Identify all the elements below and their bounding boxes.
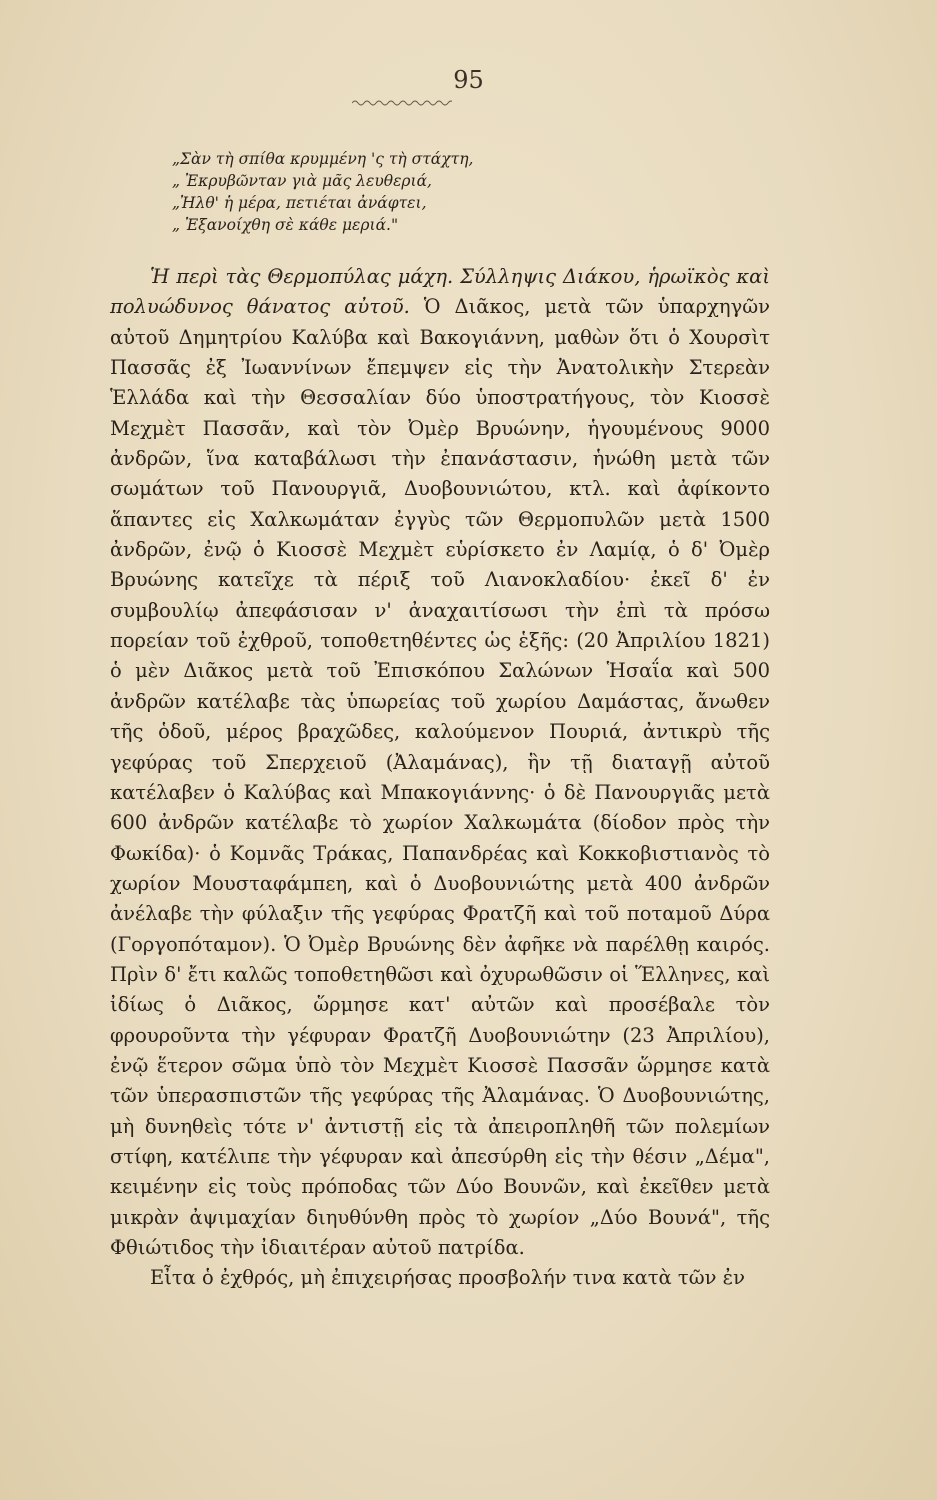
ornament-wave-icon: [352, 99, 452, 107]
body-text: [110, 262, 770, 1294]
page-number: 95: [453, 66, 484, 94]
paragraph-text: Ὁ Διᾶκος, μετὰ τῶν ὑπαρχηγῶν αὐτοῦ Δημητρίου Καλύβα καὶ Βακογιάννη, μαθὼν ὅτι ὁ Χουρσὶτ Πασσᾶς ἐξ Ἰωαννίνων ἔπεμψεν εἰς τὴν Ἀνατολικὴν Στερεὰν Ἑλλάδα καὶ τὴν Θεσσαλίαν δύο ὑποστρατήγους, τὸν Κιοσσὲ Μεχμὲτ Πασσᾶν, καὶ τὸν Ὀμὲρ Βρυώνην, ἡγουμένους 9000 ἀνδρῶν, ἵνα καταβάλωσι τὴν ἐπανάστασιν, ἡνώθη μετὰ τῶν σωμάτων τοῦ Πανουργιᾶ, Δυοβουνιώτου, κτλ. καὶ ἀφίκοντο ἅπαντες εἰς Χαλκωμάταν ἐγγὺς τῶν Θερμοπυλῶν μετὰ 1500 ἀνδρῶν, ἐνῷ ὁ Κιοσσὲ Μεχμὲτ εὑρίσκετο ἐν Λαμίᾳ, ὁ δ' Ὀμὲρ Βρυώνης κατεῖχε τὰ πέριξ τοῦ Λιανοκλαδίου· ἐκεῖ δ' ἐν συμβουλίῳ ἀπεφάσισαν ν' ἀναχαιτίσωσι τὴν ἐπὶ τὰ πρόσω πορείαν τοῦ ἐχθροῦ, τοποθετηθέντες ὡς ἑξῆς: (20 Ἀπριλίου 1821) ὁ μὲν Διᾶκος μετὰ τοῦ Ἐπισκόπου Σαλώνων Ἡσαΐα καὶ 500 ἀνδρῶν κατέλαβε τὰς ὑπωρείας τοῦ χωρίου Δαμάστας, ἄνωθεν τῆς ὁδοῦ, μέρος βραχῶδες, καλούμενον Πουριά, ἀντικρὺ τῆς γεφύρας τοῦ Σπερχειοῦ (Ἀλαμάνας), ἣν τῇ διαταγῇ αὐτοῦ κατέλαβεν ὁ Καλύβας καὶ Μπακογιάννης· ὁ δὲ Πανουργιᾶς μετὰ 600 ἀνδρῶν κατέλαβε τὸ χωρίον Χαλκωμάτα (δίοδον πρὸς τὴν Φωκίδα)· ὁ Κομνᾶς Τράκας, Παπανδρέας καὶ Κοκκοβιστιανὸς τὸ χωρίον Μουσταφάμπεη, καὶ ὁ Δυοβουνιώτης μετὰ 400 ἀνδρῶν ἀνέλαβε τὴν φύλαξιν τῆς γεφύρας Φρατζῆ καὶ τοῦ ποταμοῦ Δύρα (Γοργοπόταμον). Ὁ Ὀμὲρ Βρυώνης δὲν ἀφῆκε νὰ παρέλθῃ καιρός. Πρὶν δ' ἔτι καλῶς τοποθετηθῶσι καὶ ὀχυρωθῶσιν οἱ Ἕλληνες, καὶ ἰδίως ὁ Διᾶκος, ὥρμησε κατ' αὐτῶν καὶ προσέβαλε τὸν φρουροῦντα τὴν γέφυραν Φρατζῆ Δυοβουνιώτην (23 Ἀπριλίου), ἐνῷ ἕτερον σῶμα ὑπὸ τὸν Μεχμὲτ Κιοσσὲ Πασσᾶν ὥρμησε κατὰ τῶν ὑπερασπιστῶν τῆς γεφύρας τῆς Ἀλαμάνας. Ὁ Δυοβουνιώτης, μὴ δυνηθεὶς τότε ν' ἀντιστῇ εἰς τὰ ἀπειροπληθῆ τῶν πολεμίων στίφη, κατέλιπε τὴν γέφυραν καὶ ἀπεσύρθη εἰς τὴν θέσιν „Δέμα", κειμένην εἰς τοὺς πρόποδας τῶν Δύο Βουνῶν, καὶ ἐκεῖθεν μετὰ μικρὰν ἀψιμαχίαν διηυθύνθη πρὸς τὸ χωρίον „Δύο Βουνά", τῆς Φθιώτιδος τὴν ἰδιαιτέραν αὐτοῦ πατρίδα.: [110, 295, 771, 1259]
poem-line: „Σὰν τὴ σπίθα κρυμμένη 'ς τὴ στάχτη,: [172, 150, 474, 168]
section-heading: Ἡ περὶ τὰς Θερμοπύλας μάχη. Σύλληψις Διάκου, ἡρωϊκὸς καὶ πολυώδυνος θάνατος αὐτοῦ.: [110, 265, 770, 319]
poem-epigraph: [172, 148, 473, 236]
poem-line: „Ἠλθ' ἡ μέρα, πετιέται ἀνάφτει,: [172, 194, 427, 212]
poem-line: „ Ἐξανοίχθη σὲ κάθε μεριά.": [172, 216, 399, 234]
paragraph: [110, 1263, 770, 1293]
poem-line: „ Ἐκρυβῶνταν γιὰ μᾶς λευθεριά,: [172, 172, 432, 190]
paragraph: [110, 262, 770, 1263]
paragraph-text: Εἶτα ὁ ἐχθρός, μὴ ἐπιχειρήσας προσβολήν τινα κατὰ τῶν ἐν: [150, 1266, 745, 1290]
